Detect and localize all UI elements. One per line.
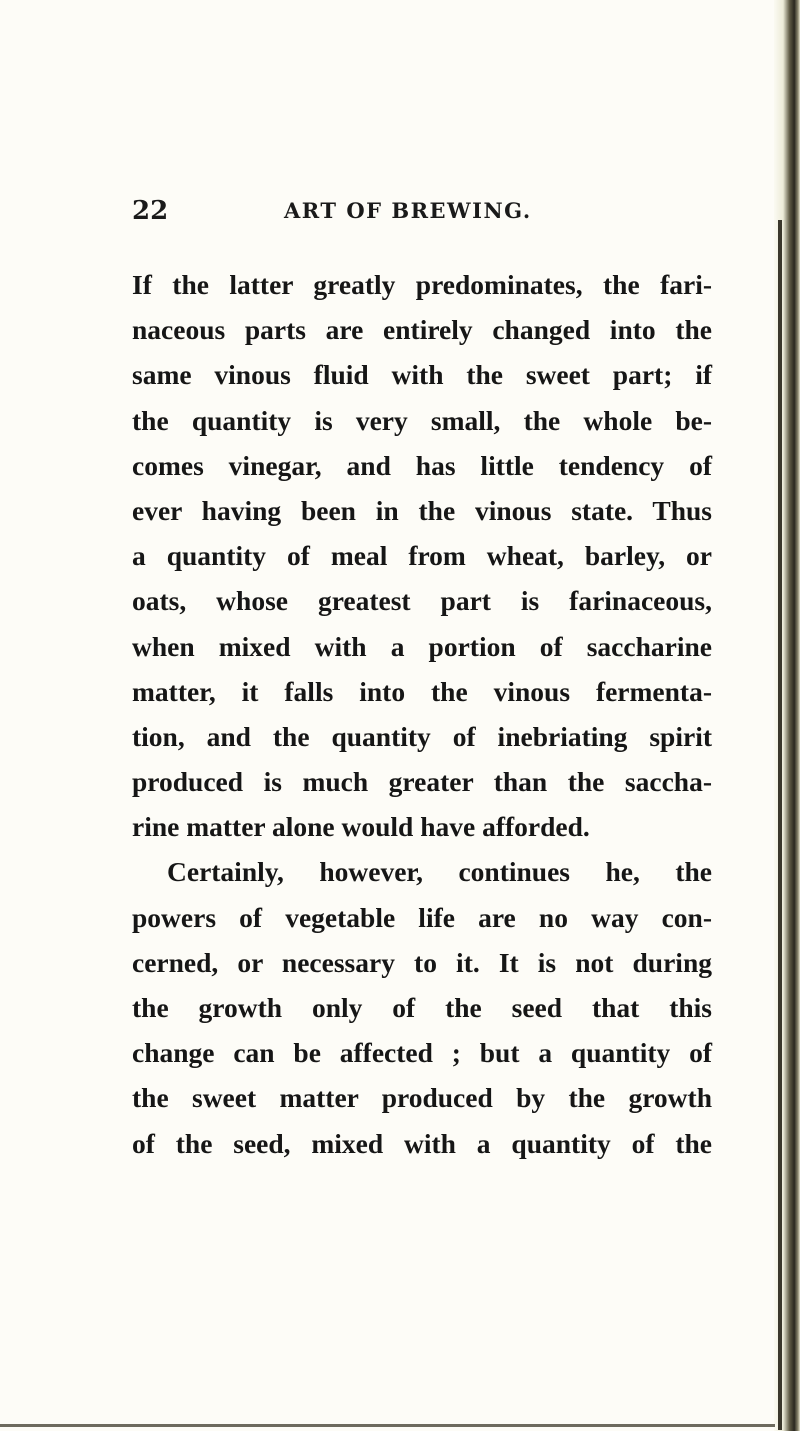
- text-line: powers of vegetable life are no way con-: [132, 901, 712, 933]
- text-line: the growth only of the seed that this: [132, 992, 712, 1023]
- text-line: tion, and the quantity of inebriating spirit: [132, 720, 712, 752]
- binding-edge: [778, 220, 782, 1430]
- text-line: matter, it falls into the vinous fermenta-: [132, 675, 712, 707]
- text-line: when mixed with a portion of saccharine: [132, 630, 712, 662]
- text-line: rine matter alone would have afforded.: [132, 811, 590, 843]
- page-header: [132, 193, 692, 233]
- text-line: change can be affected ; but a quantity of: [132, 1037, 712, 1069]
- text-line: If the latter greatly predominates, the fari-: [132, 269, 712, 300]
- text-line: oats, whose greatest part is farinaceous,: [132, 585, 712, 617]
- page-gutter-shadow: [774, 0, 800, 1431]
- text-line: naceous parts are entirely changed into the: [132, 314, 712, 346]
- running-head: ART OF BREWING.: [284, 198, 532, 223]
- body-text: [132, 262, 712, 1166]
- text-line: the quantity is very small, the whole be-: [132, 404, 712, 436]
- text-line: the sweet matter produced by the growth: [132, 1082, 712, 1114]
- text-line: produced is much greater than the saccha-: [132, 766, 712, 798]
- text-line: comes vinegar, and has little tendency of: [132, 449, 712, 481]
- text-line: cerned, or necessary to it. It is not during: [132, 946, 712, 978]
- bottom-edge-line: [0, 1424, 775, 1427]
- page-number: 22: [132, 196, 169, 226]
- text-line: of the seed, mixed with a quantity of the: [132, 1127, 712, 1159]
- text-line: Certainly, however, continues he, the: [167, 856, 712, 888]
- text-line: ever having been in the vinous state. Thus: [132, 494, 712, 526]
- text-line: same vinous fluid with the sweet part; if: [132, 359, 712, 391]
- text-line: a quantity of meal from wheat, barley, or: [132, 540, 712, 572]
